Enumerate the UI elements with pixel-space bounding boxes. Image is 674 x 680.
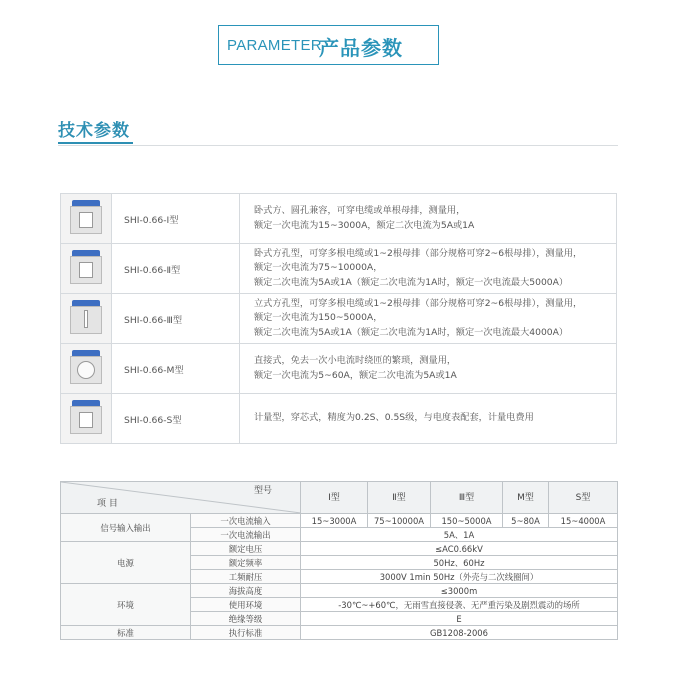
spec-table: [60, 481, 618, 640]
section-underline: [58, 142, 133, 144]
model-description: [240, 244, 617, 294]
param-label: 绝缘等级: [191, 612, 301, 626]
desc-line: 额定一次电流为75~10000A，: [254, 262, 383, 274]
param-value: -30℃~+60℃，无雨雪直接侵袭、无严重污染及剧烈震动的场所: [301, 598, 618, 612]
model-row: [61, 344, 617, 394]
ct-round-hole-icon: [68, 198, 104, 236]
model-image-cell: [61, 194, 112, 244]
desc-line: 计量型，穿芯式，精度为0.2S、0.5S级，与电度表配套，计量电费用: [254, 412, 534, 424]
model-row: [61, 394, 617, 444]
type-header: Ⅰ型: [301, 482, 368, 514]
param-label: 海拔高度: [191, 584, 301, 598]
model-name: SHI-0.66-Ⅲ型: [112, 294, 240, 344]
model-description: [240, 294, 617, 344]
param-label: 一次电流输入: [191, 514, 301, 528]
type-header: Ⅲ型: [431, 482, 503, 514]
spec-row: [61, 626, 618, 640]
param-value: 75~10000A: [368, 514, 431, 528]
desc-line: 直接式，免去一次小电流时绕匝的繁琐，测量用，: [254, 355, 457, 366]
desc-line: 额定一次电流为15~3000A，额定二次电流为5A或1A: [254, 219, 475, 231]
model-row: [61, 294, 617, 344]
spec-row: [61, 584, 618, 598]
model-name: SHI-0.66-S型: [112, 394, 240, 444]
param-label: 使用环境: [191, 598, 301, 612]
group-environment: 环境: [61, 584, 191, 626]
type-header: Ⅱ型: [368, 482, 431, 514]
desc-line: 立式方孔型，可穿多根电缆或1~2根母排（部分规格可穿2~6根母排），测量用，: [254, 297, 583, 309]
model-image-cell: [61, 244, 112, 294]
param-value: 3000V 1min 50Hz（外壳与二次线圈间）: [301, 570, 618, 584]
param-value: 15~4000A: [549, 514, 618, 528]
param-label: 额定频率: [191, 556, 301, 570]
title-chinese: 产品参数: [319, 36, 403, 60]
model-image-cell: [61, 344, 112, 394]
group-signal: 信号输入输出: [61, 514, 191, 542]
model-name: SHI-0.66-Ⅱ型: [112, 244, 240, 294]
param-label: 执行标准: [191, 626, 301, 640]
group-standard: 标准: [61, 626, 191, 640]
desc-line: 卧式方、圆孔兼容，可穿电缆或单根母排，测量用，: [254, 205, 466, 216]
desc-line: 额定一次电流为5~60A，额定二次电流为5A或1A: [254, 369, 457, 381]
param-value: 150~5000A: [431, 514, 503, 528]
param-label: 额定电压: [191, 542, 301, 556]
param-label: 一次电流输出: [191, 528, 301, 542]
param-label: 工频耐压: [191, 570, 301, 584]
param-value: 15~3000A: [301, 514, 368, 528]
spec-row: [61, 542, 618, 556]
model-row: [61, 244, 617, 294]
param-value: GB1208-2006: [301, 626, 618, 640]
spec-header-diagonal-cell: [61, 482, 301, 514]
section-divider: [58, 145, 618, 146]
param-value: E: [301, 612, 618, 626]
group-power: 电源: [61, 542, 191, 584]
param-value: 5A、1A: [301, 528, 618, 542]
desc-line: 额定二次电流为5A或1A（额定二次电流为1A时，额定一次电流最大5000A）: [254, 276, 569, 288]
desc-line: 额定一次电流为150~5000A，: [254, 312, 383, 324]
desc-line: 卧式方孔型，可穿多根电缆或1~2根母排（部分规格可穿2~6根母排），测量用，: [254, 247, 583, 259]
ct-vertical-slot-icon: [68, 298, 104, 336]
param-value: 5~80A: [503, 514, 549, 528]
param-value: 50Hz、60Hz: [301, 556, 618, 570]
model-image-cell: [61, 294, 112, 344]
model-description: [240, 194, 617, 244]
model-name: SHI-0.66-Ⅰ型: [112, 194, 240, 244]
ct-round-window-icon: [68, 348, 104, 386]
param-value: ≤3000m: [301, 584, 618, 598]
section-title: 技术参数: [58, 121, 130, 141]
header-item-label: 项 目: [97, 499, 118, 509]
model-list-table: [60, 193, 617, 444]
model-description: [240, 344, 617, 394]
header-model-label: 型号: [253, 486, 272, 496]
type-header: M型: [503, 482, 549, 514]
model-name: SHI-0.66-M型: [112, 344, 240, 394]
ct-compact-icon: [68, 398, 104, 436]
type-header: S型: [549, 482, 618, 514]
ct-square-hole-icon: [68, 248, 104, 286]
model-image-cell: [61, 394, 112, 444]
param-value: ≤AC0.66kV: [301, 542, 618, 556]
parameter-title-box: [218, 25, 439, 65]
spec-row: [61, 514, 618, 528]
title-english: PARAMETER: [227, 37, 322, 54]
spec-header-row: [61, 482, 618, 514]
desc-line: 额定二次电流为5A或1A（额定二次电流为1A时，额定一次电流最大4000A）: [254, 326, 569, 338]
model-row: [61, 194, 617, 244]
model-description: [240, 394, 617, 444]
